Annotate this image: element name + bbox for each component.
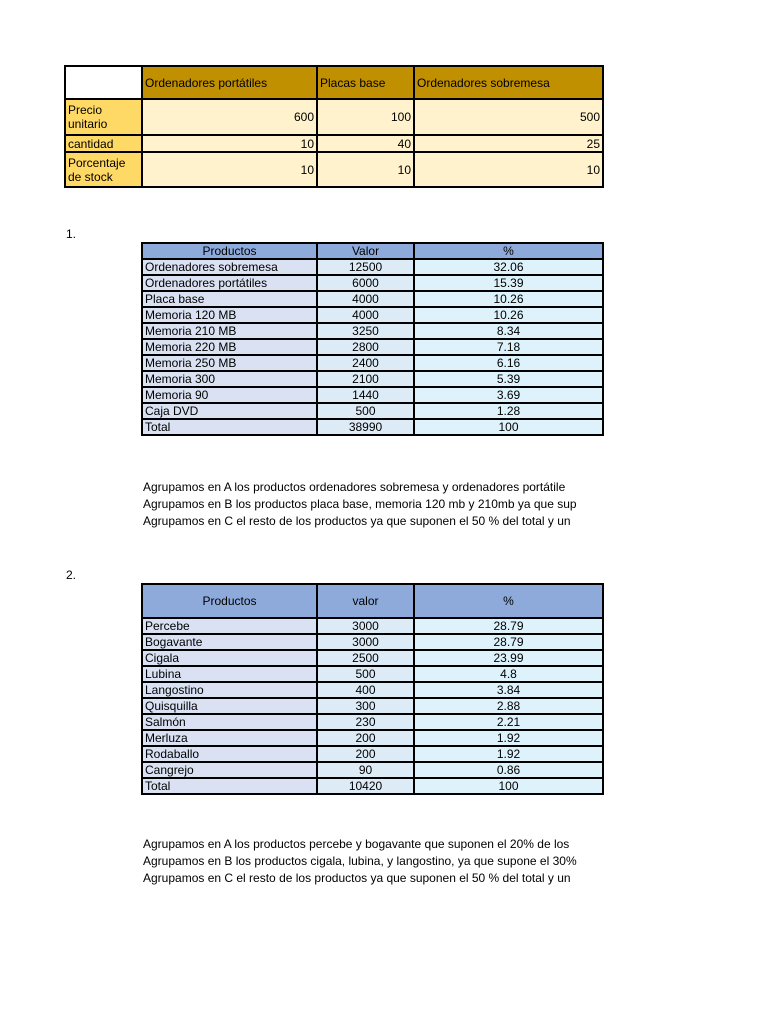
table-row xyxy=(142,714,603,730)
percent-cell[interactable]: 4.8 xyxy=(414,666,603,682)
percent-cell[interactable]: 1.92 xyxy=(414,746,603,762)
percent-cell[interactable]: 1.28 xyxy=(414,403,603,419)
pricing-header-cell[interactable]: Ordenadores sobremesa xyxy=(414,66,603,99)
notes-section-2 xyxy=(143,836,602,887)
value-cell[interactable]: 200 xyxy=(317,730,414,746)
product-cell[interactable]: Memoria 120 MB xyxy=(142,307,317,323)
product-cell[interactable]: Total xyxy=(142,778,317,794)
column-header-productos[interactable]: Productos xyxy=(142,243,317,259)
percent-cell[interactable]: 5.39 xyxy=(414,371,603,387)
pricing-cell[interactable]: 10 xyxy=(317,152,414,187)
percent-cell[interactable]: 3.84 xyxy=(414,682,603,698)
percent-cell[interactable]: 1.92 xyxy=(414,730,603,746)
pricing-header-corner[interactable] xyxy=(65,66,142,99)
pricing-row-label[interactable]: Porcentaje de stock xyxy=(65,152,142,187)
table-header-row xyxy=(142,584,603,618)
product-cell[interactable]: Total xyxy=(142,419,317,435)
value-cell[interactable]: 2400 xyxy=(317,355,414,371)
pricing-table xyxy=(64,65,604,188)
percent-cell[interactable]: 2.21 xyxy=(414,714,603,730)
pricing-cell[interactable]: 40 xyxy=(317,135,414,152)
table-row xyxy=(142,634,603,650)
total-row xyxy=(142,778,603,794)
table-row xyxy=(142,698,603,714)
value-cell[interactable]: 200 xyxy=(317,746,414,762)
product-cell[interactable]: Memoria 250 MB xyxy=(142,355,317,371)
table-header-row xyxy=(142,243,603,259)
product-cell[interactable]: Cigala xyxy=(142,650,317,666)
product-cell[interactable]: Salmón xyxy=(142,714,317,730)
note-line: Agrupamos en B los productos placa base, memoria 120 mb y 210mb ya que sup xyxy=(143,497,577,511)
note-line: Agrupamos en B los productos cigala, lubina, y langostino, ya que supone el 30% xyxy=(143,854,577,868)
product-cell[interactable]: Caja DVD xyxy=(142,403,317,419)
product-cell[interactable]: Cangrejo xyxy=(142,762,317,778)
pricing-header-row xyxy=(65,66,603,99)
pricing-cell[interactable]: 500 xyxy=(414,99,603,135)
pricing-cell[interactable]: 600 xyxy=(142,99,317,135)
percent-cell[interactable]: 3.69 xyxy=(414,387,603,403)
percent-cell[interactable]: 8.34 xyxy=(414,323,603,339)
value-cell[interactable]: 12500 xyxy=(317,259,414,275)
column-header-valor[interactable]: Valor xyxy=(317,243,414,259)
pricing-row-label[interactable]: cantidad xyxy=(65,135,142,152)
value-cell[interactable]: 2800 xyxy=(317,339,414,355)
pricing-cell[interactable]: 25 xyxy=(414,135,603,152)
product-cell[interactable]: Memoria 300 xyxy=(142,371,317,387)
table-row xyxy=(142,682,603,698)
product-cell[interactable]: Memoria 210 MB xyxy=(142,323,317,339)
table-row xyxy=(142,275,603,291)
pricing-cell[interactable]: 100 xyxy=(317,99,414,135)
product-cell[interactable]: Placa base xyxy=(142,291,317,307)
notes-section-1 xyxy=(143,479,602,530)
table-row xyxy=(142,291,603,307)
pricing-row xyxy=(65,135,603,152)
value-cell[interactable]: 10420 xyxy=(317,778,414,794)
product-cell[interactable]: Quisquilla xyxy=(142,698,317,714)
product-cell[interactable]: Langostino xyxy=(142,682,317,698)
section-number-1: 1. xyxy=(66,227,77,241)
percent-cell[interactable]: 23.99 xyxy=(414,650,603,666)
note-line: Agrupamos en A los productos percebe y bogavante que suponen el 20% de los xyxy=(143,837,570,851)
table-row xyxy=(142,730,603,746)
product-cell[interactable]: Percebe xyxy=(142,618,317,634)
table-row xyxy=(142,666,603,682)
pricing-header-cell[interactable]: Ordenadores portátiles xyxy=(142,66,317,99)
column-header-percent[interactable]: % xyxy=(414,243,603,259)
product-cell[interactable]: Rodaballo xyxy=(142,746,317,762)
product-cell[interactable]: Memoria 220 MB xyxy=(142,339,317,355)
percent-cell[interactable]: 100 xyxy=(414,419,603,435)
percent-cell[interactable]: 7.18 xyxy=(414,339,603,355)
value-cell[interactable]: 6000 xyxy=(317,275,414,291)
pricing-header-cell[interactable]: Placas base xyxy=(317,66,414,99)
table-row xyxy=(142,259,603,275)
note-line: Agrupamos en C el resto de los productos ya que suponen el 50 % del total y un xyxy=(143,871,571,885)
pricing-row-label[interactable]: Precio unitario xyxy=(65,99,142,135)
table-row xyxy=(142,355,603,371)
value-cell[interactable]: 500 xyxy=(317,666,414,682)
note-line: Agrupamos en A los productos ordenadores sobremesa y ordenadores portátile xyxy=(143,480,566,494)
percent-cell[interactable]: 10.26 xyxy=(414,291,603,307)
total-row xyxy=(142,419,603,435)
column-header-valor[interactable]: valor xyxy=(317,584,414,618)
product-cell[interactable]: Bogavante xyxy=(142,634,317,650)
value-cell[interactable]: 2100 xyxy=(317,371,414,387)
value-cell[interactable]: 2500 xyxy=(317,650,414,666)
value-cell[interactable]: 3000 xyxy=(317,618,414,634)
value-cell[interactable]: 300 xyxy=(317,698,414,714)
table-row xyxy=(142,339,603,355)
products-table-2 xyxy=(141,583,604,795)
percent-cell[interactable]: 10.26 xyxy=(414,307,603,323)
table-row xyxy=(142,762,603,778)
column-header-productos[interactable]: Productos xyxy=(142,584,317,618)
percent-cell[interactable]: 100 xyxy=(414,778,603,794)
percent-cell[interactable]: 0.86 xyxy=(414,762,603,778)
product-cell[interactable]: Ordenadores portátiles xyxy=(142,275,317,291)
percent-cell[interactable]: 28.79 xyxy=(414,618,603,634)
value-cell[interactable]: 500 xyxy=(317,403,414,419)
percent-cell[interactable]: 28.79 xyxy=(414,634,603,650)
value-cell[interactable]: 1440 xyxy=(317,387,414,403)
table-row xyxy=(142,403,603,419)
product-cell[interactable]: Lubina xyxy=(142,666,317,682)
pricing-cell[interactable]: 10 xyxy=(142,135,317,152)
table-row xyxy=(142,387,603,403)
percent-cell[interactable]: 32.06 xyxy=(414,259,603,275)
percent-cell[interactable]: 2.88 xyxy=(414,698,603,714)
product-cell[interactable]: Memoria 90 xyxy=(142,387,317,403)
value-cell[interactable]: 400 xyxy=(317,682,414,698)
products-table-1 xyxy=(141,242,604,436)
value-cell[interactable]: 3000 xyxy=(317,634,414,650)
value-cell[interactable]: 38990 xyxy=(317,419,414,435)
pricing-row xyxy=(65,99,603,135)
table-row xyxy=(142,371,603,387)
table-row xyxy=(142,746,603,762)
section-number-2: 2. xyxy=(66,568,77,582)
table-row xyxy=(142,307,603,323)
value-cell[interactable]: 4000 xyxy=(317,307,414,323)
pricing-row xyxy=(65,152,603,187)
value-cell[interactable]: 4000 xyxy=(317,291,414,307)
value-cell[interactable]: 90 xyxy=(317,762,414,778)
table-row xyxy=(142,618,603,634)
percent-cell[interactable]: 15.39 xyxy=(414,275,603,291)
table-row xyxy=(142,650,603,666)
product-cell[interactable]: Ordenadores sobremesa xyxy=(142,259,317,275)
value-cell[interactable]: 3250 xyxy=(317,323,414,339)
table-row xyxy=(142,323,603,339)
pricing-cell[interactable]: 10 xyxy=(142,152,317,187)
pricing-cell[interactable]: 10 xyxy=(414,152,603,187)
value-cell[interactable]: 230 xyxy=(317,714,414,730)
percent-cell[interactable]: 6.16 xyxy=(414,355,603,371)
product-cell[interactable]: Merluza xyxy=(142,730,317,746)
column-header-percent[interactable]: % xyxy=(414,584,603,618)
note-line: Agrupamos en C el resto de los productos ya que suponen el 50 % del total y un xyxy=(143,514,571,528)
